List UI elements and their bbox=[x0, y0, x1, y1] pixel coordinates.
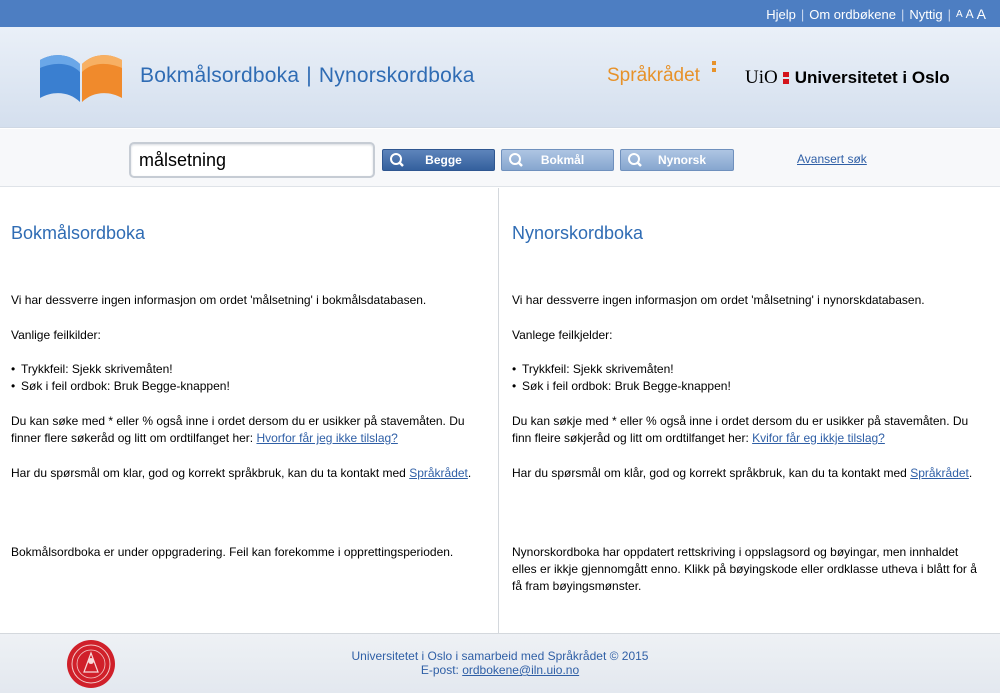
search-nynorsk-label: Nynorsk bbox=[657, 153, 707, 167]
title-bokmal: Bokmålsordboka bbox=[140, 64, 300, 87]
font-size-medium-button[interactable]: A bbox=[965, 7, 974, 21]
font-size-small-button[interactable]: A bbox=[955, 8, 963, 20]
footer bbox=[0, 633, 1000, 693]
uio-name: Universitetet i Oslo bbox=[794, 68, 950, 87]
nav-separator: | bbox=[900, 6, 905, 22]
help-link[interactable]: Hjelp bbox=[766, 6, 796, 22]
header bbox=[0, 27, 1000, 128]
magnifier-icon bbox=[627, 152, 643, 168]
sprakradet-logo[interactable] bbox=[607, 65, 700, 87]
sprakradet-logo-text: Språkrådet bbox=[607, 65, 700, 86]
bokmal-column bbox=[0, 188, 499, 633]
top-bar bbox=[0, 0, 1000, 27]
uio-dots-icon bbox=[783, 72, 789, 84]
advanced-search-link[interactable]: Avansert søk bbox=[797, 152, 867, 166]
about-link[interactable]: Om ordbøkene bbox=[809, 6, 896, 22]
bokmal-contact-end: . bbox=[467, 466, 472, 480]
site-title[interactable] bbox=[140, 64, 475, 88]
footer-credit: Universitetet i Oslo i samarbeid med Språkrådet © 2015 bbox=[351, 649, 649, 663]
magnifier-icon bbox=[508, 152, 524, 168]
uio-logo[interactable] bbox=[745, 67, 950, 89]
magnifier-icon bbox=[389, 152, 405, 168]
footer-email-line bbox=[0, 663, 1000, 677]
nynorsk-no-info: Vi har dessverre ingen informasjon om ordet 'målsetning' i nynorskdatabasen. bbox=[512, 293, 925, 307]
bokmal-help-link[interactable]: Hvorfor får jeg ikke tilslag? bbox=[256, 431, 398, 445]
nynorsk-contact-text bbox=[512, 465, 982, 482]
title-separator: | bbox=[306, 64, 312, 87]
bokmal-heading: Bokmålsordboka bbox=[11, 223, 146, 243]
top-nav bbox=[766, 6, 986, 22]
search-bokmal-button[interactable] bbox=[501, 149, 614, 171]
bokmal-contact-text bbox=[11, 465, 481, 482]
bokmal-contact-body: Har du spørsmål om klar, god og korrekt språkbruk, kan du ta kontakt med bbox=[11, 466, 410, 480]
nynorsk-error-list bbox=[512, 361, 731, 395]
title-nynorsk: Nynorskordboka bbox=[318, 64, 475, 87]
nynorsk-sprakradet-link[interactable]: Språkrådet bbox=[910, 466, 969, 480]
bokmal-sprakradet-link[interactable]: Språkrådet bbox=[409, 466, 468, 480]
bokmal-wildcard-body: Du kan søke med * eller % også inne i ordet dersom du er usikker på stavemåten. Du finner flere søkeråd og litt om ordtilfanget her: bbox=[11, 414, 465, 445]
nynorsk-contact-body: Har du spørsmål om klår, god og korrekt språkbruk, kan du ta kontakt med bbox=[512, 466, 911, 480]
sprakradet-dots-icon bbox=[711, 61, 717, 75]
list-item: • Søk i feil ordbok: Bruk Begge-knappen! bbox=[11, 378, 230, 395]
search-input[interactable] bbox=[129, 142, 375, 178]
search-both-label: Begge bbox=[425, 153, 462, 167]
nynorsk-common-errors: Vanlege feilkjelder: bbox=[512, 328, 613, 342]
footer-email-link[interactable]: ordbokene@iln.uio.no bbox=[462, 663, 580, 677]
list-item: • Trykkfeil: Sjekk skrivemåten! bbox=[11, 361, 230, 378]
bokmal-no-info: Vi har dessverre ingen informasjon om ordet 'målsetning' i bokmålsdatabasen. bbox=[11, 293, 427, 307]
footer-text bbox=[0, 649, 1000, 677]
bokmal-notice: Bokmålsordboka er under oppgradering. Feil kan forekomme i opprettingsperioden. bbox=[11, 545, 454, 559]
list-item: • Trykkfeil: Sjekk skrivemåten! bbox=[512, 361, 731, 378]
nav-separator: | bbox=[800, 6, 805, 22]
nynorsk-help-link[interactable]: Kvifor får eg ikkje tilslag? bbox=[752, 431, 885, 445]
footer-email-label: E-post: bbox=[420, 663, 463, 677]
open-book-icon[interactable] bbox=[36, 52, 126, 104]
nav-separator: | bbox=[947, 6, 951, 22]
search-both-button[interactable] bbox=[382, 149, 495, 171]
nynorsk-wildcard-body: Du kan søkje med * eller % også inne i ordet dersom du er usikker på stavemåten. Du finn fleire søkjeråd og litt om ordtilfanget her: bbox=[512, 414, 969, 445]
list-item: • Søk i feil ordbok: Bruk Begge-knappen! bbox=[512, 378, 731, 395]
font-size-large-button[interactable]: A bbox=[976, 6, 986, 22]
nynorsk-wildcard-text bbox=[512, 413, 972, 447]
nynorsk-heading: Nynorskordboka bbox=[512, 223, 644, 243]
search-bokmal-label: Bokmål bbox=[540, 153, 585, 167]
search-bar bbox=[0, 129, 1000, 187]
uio-mark: UiO bbox=[745, 67, 778, 88]
nynorsk-notice: Nynorskordboka har oppdatert rettskriving i oppslagsord og bøyingar, men innhaldet elles er ikkje gjennomgått enno. Klikk på bøyingskode eller ordklasse utheva i blått for å få fram bøyingsmønster. bbox=[512, 545, 977, 593]
useful-link[interactable]: Nyttig bbox=[909, 6, 943, 22]
bokmal-common-errors: Vanlige feilkilder: bbox=[11, 328, 101, 342]
bokmal-wildcard-text bbox=[11, 413, 466, 447]
nynorsk-column bbox=[500, 188, 1000, 633]
nynorsk-contact-end: . bbox=[968, 466, 973, 480]
search-nynorsk-button[interactable] bbox=[620, 149, 734, 171]
bokmal-error-list bbox=[11, 361, 230, 395]
